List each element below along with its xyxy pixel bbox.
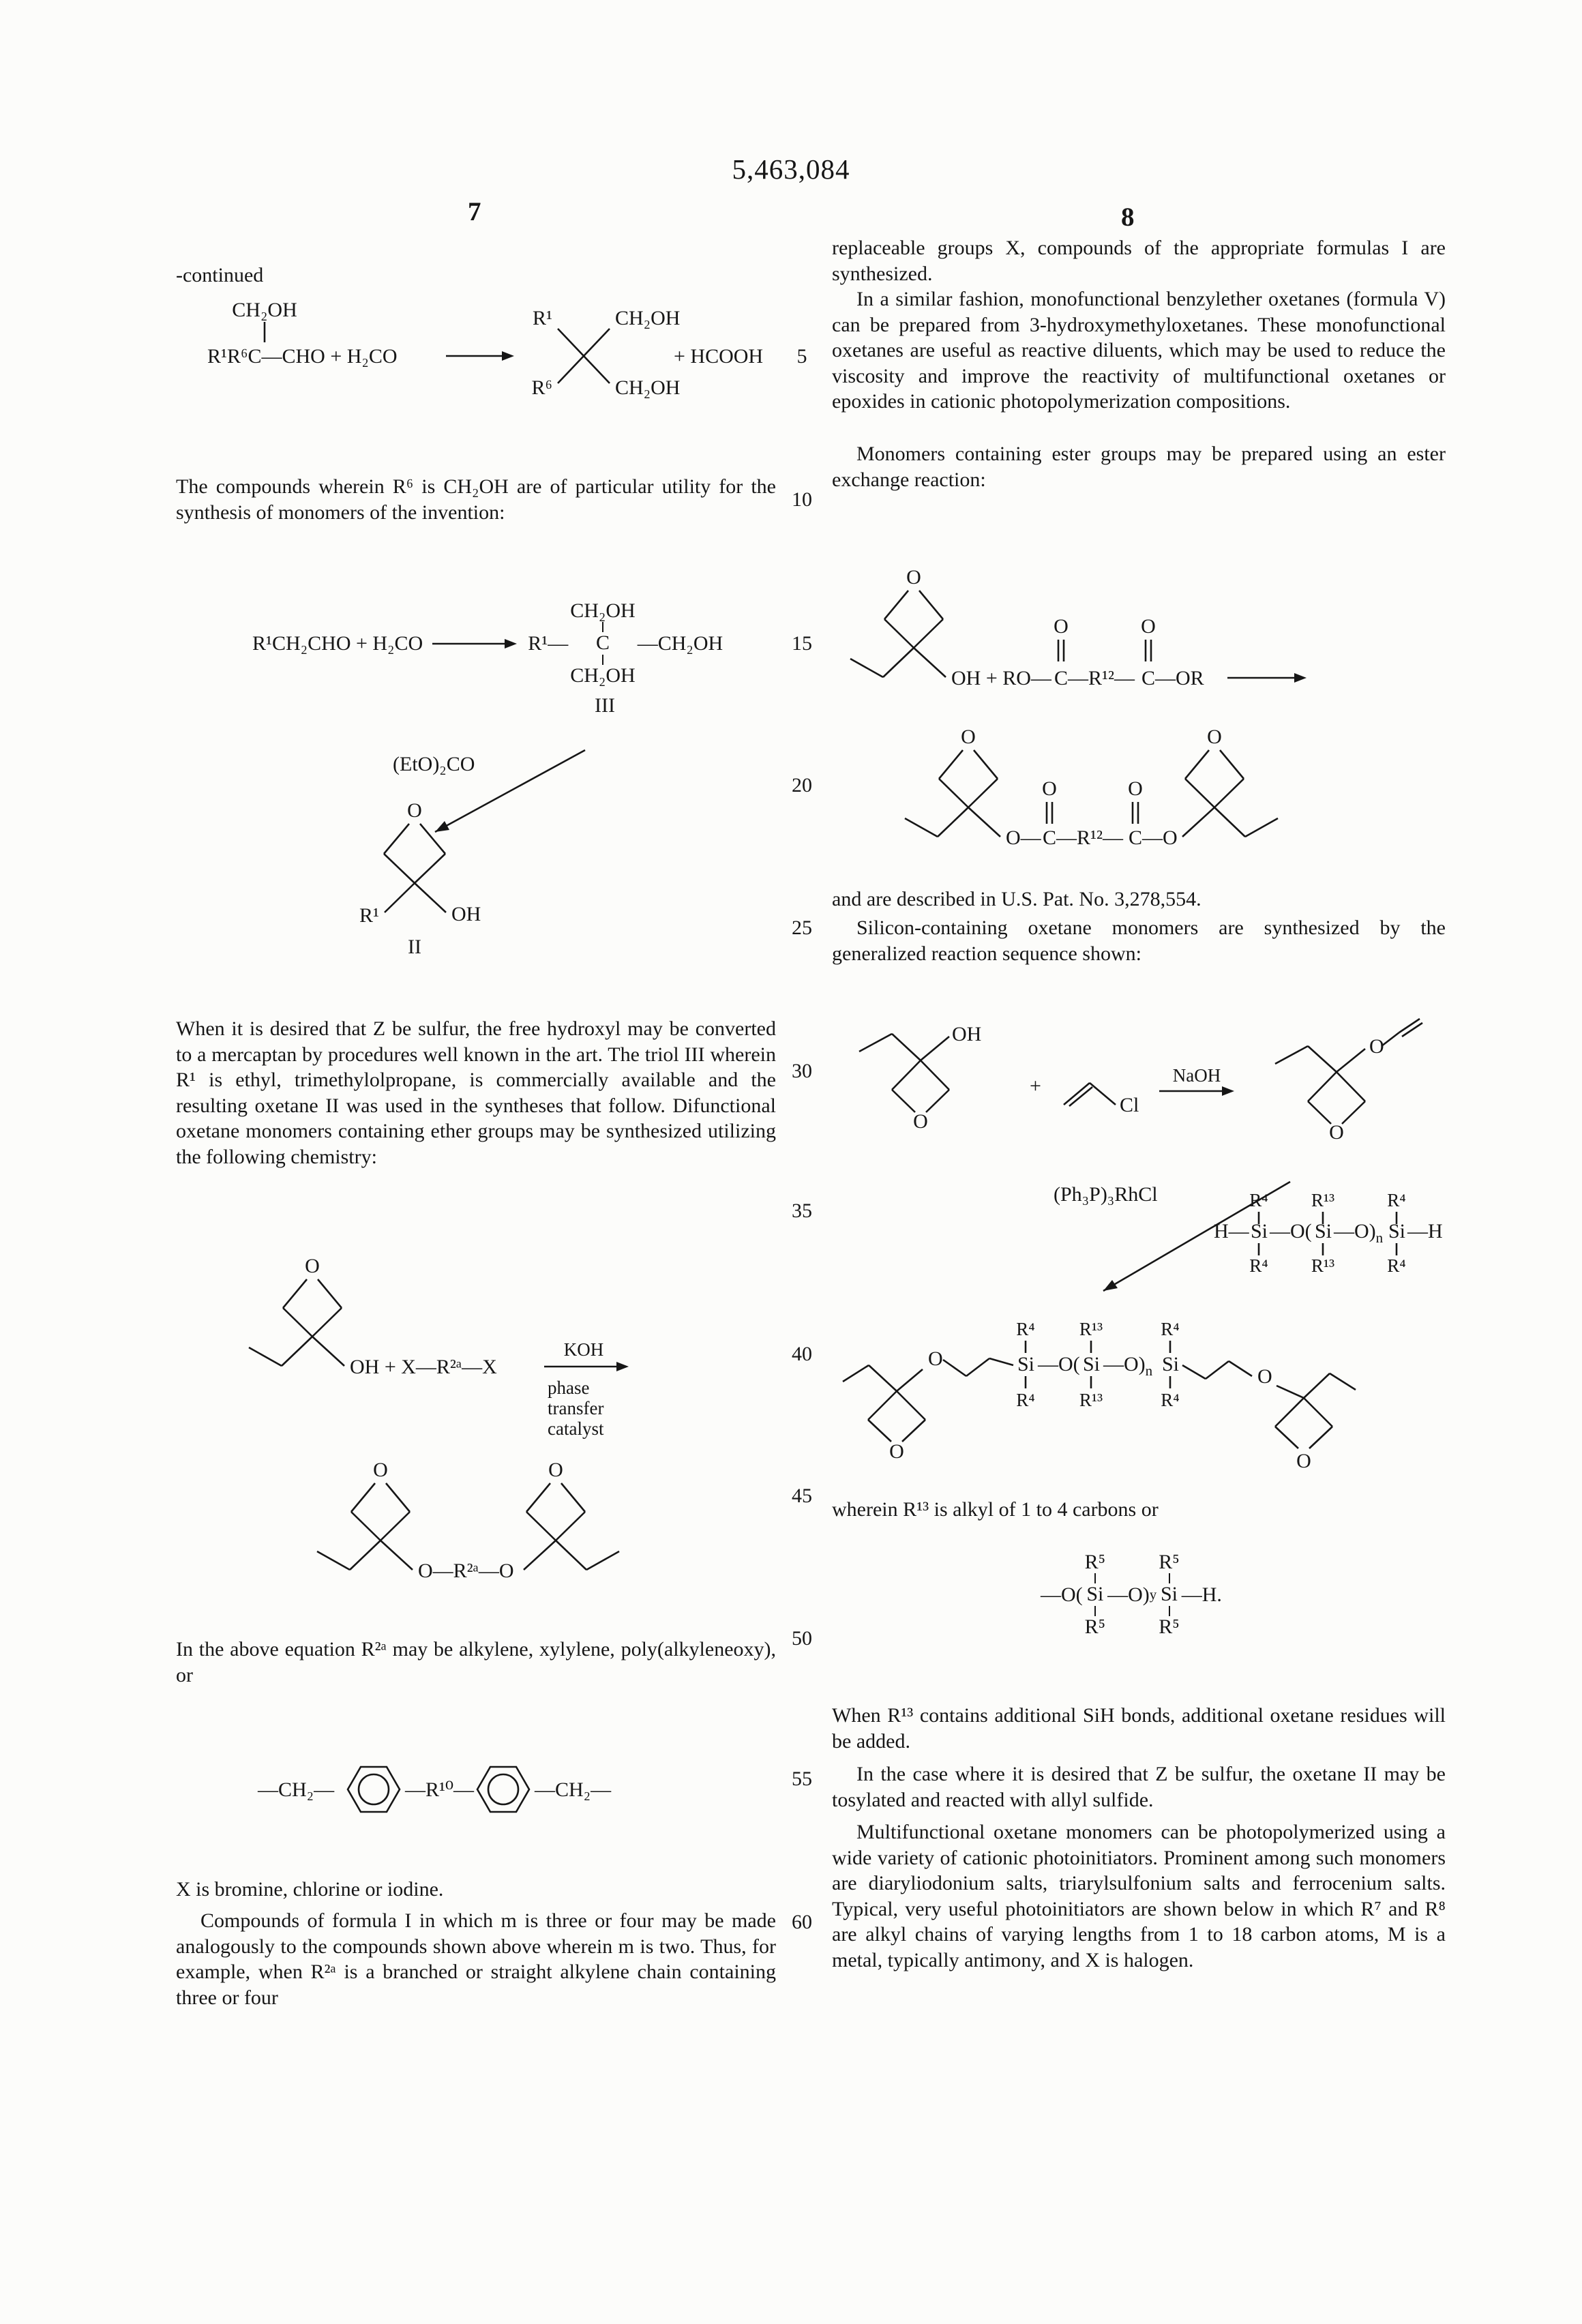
reaction-scheme-triol bbox=[176, 600, 776, 716]
structure-xylylene bbox=[258, 1732, 640, 1848]
silicon-stack bbox=[1085, 1551, 1105, 1638]
label-ch2oh-bond: —CH₂OH bbox=[637, 631, 723, 655]
line-number: 25 bbox=[792, 917, 812, 939]
line-number: 10 bbox=[792, 488, 812, 511]
label-r4: R⁴ bbox=[1249, 1255, 1268, 1276]
label-r4: R⁴ bbox=[1387, 1190, 1406, 1210]
label-ring-oxygen: O bbox=[1296, 1450, 1311, 1472]
label-segment: OH + RO— bbox=[951, 667, 1051, 689]
paragraph: replaceable groups X, compounds of the appropriate formulas I are synthesized. bbox=[832, 237, 1446, 285]
bond-bar bbox=[602, 622, 603, 632]
label-eto2co: (EtO)₂CO bbox=[393, 753, 475, 775]
label-carbonyl-carbon: C bbox=[1054, 667, 1069, 689]
bond-lines bbox=[859, 1019, 1422, 1124]
triol-formula-row bbox=[176, 600, 776, 687]
label-carbonyl-oxygen: O bbox=[1128, 777, 1143, 800]
label-ring-oxygen: O bbox=[906, 566, 921, 589]
right-column-page-number: 8 bbox=[1121, 203, 1135, 232]
label-ether-oxygen: O bbox=[1257, 1365, 1272, 1388]
bond-lines bbox=[905, 750, 1278, 837]
label-r4: R⁴ bbox=[1016, 1390, 1035, 1410]
label-segment: —O) bbox=[1107, 1583, 1150, 1606]
label-si: Si bbox=[1086, 1583, 1104, 1606]
structure-siloxane-fragment bbox=[832, 1551, 1446, 1638]
label-ch2: —CH₂— bbox=[535, 1778, 612, 1801]
bond-bar bbox=[1169, 1606, 1170, 1616]
line-number: 50 bbox=[792, 1627, 812, 1650]
paragraph: Silicon-containing oxetane monomers are synthesized by the generalized reaction sequence shown: bbox=[832, 917, 1446, 965]
bond-lines bbox=[317, 1483, 619, 1570]
label-segment: —H. bbox=[1181, 1583, 1222, 1606]
label-carbonyl-oxygen: O bbox=[1141, 615, 1156, 638]
paragraph: Compounds of formula I in which m is three or four may be made analogously to the compounds shown above wherein m is two. Thus, for example, when R²ᵃ is a branched or straight alkylene chain containing three or four bbox=[176, 1909, 776, 2009]
label-oh: OH bbox=[451, 903, 481, 925]
label-reactants: R¹R⁶C—CHO + H₂CO bbox=[207, 345, 398, 368]
paragraph: X is bromine, chlorine or iodine. bbox=[176, 1878, 444, 1901]
label-r1: R¹ bbox=[359, 904, 379, 927]
label-segment: O— bbox=[1006, 826, 1041, 849]
reaction-scheme-hydrosilylation bbox=[832, 1170, 1446, 1302]
label-ring-oxygen: O bbox=[913, 1110, 928, 1133]
structure-bis-oxetane-siloxane bbox=[832, 1289, 1446, 1483]
structure-oxetane-ii bbox=[312, 791, 558, 962]
label-r10: —R¹⁰— bbox=[405, 1778, 475, 1801]
label-ether-bridge: O—R²ᵃ—O bbox=[418, 1560, 514, 1582]
label-segment: —O( bbox=[1270, 1220, 1312, 1242]
paragraph: In the case where it is desired that Z be sulfur, the oxetane II may be tosylated and reacted with allyl sulfide. bbox=[832, 1763, 1446, 1811]
label-reactants: R¹CH₂CHO + H₂CO bbox=[252, 631, 423, 655]
paragraph: When it is desired that Z be sulfur, the free hydroxyl may be converted to a mercaptan by procedures well known in the art. The triol III wherein R¹ is ethyl, trimethylolpropane, is commercially available and the resulting oxetane II was used in the syntheses that follow. Difunctional oxetane monomers containing ether groups may be synthesized utilizing the following chemistry: bbox=[176, 1017, 776, 1168]
label-r4: R⁴ bbox=[1161, 1319, 1180, 1339]
label-condition: transfer bbox=[548, 1398, 604, 1418]
line-number: 55 bbox=[792, 1768, 812, 1790]
label-si: Si bbox=[1083, 1353, 1101, 1375]
patent-number: 5,463,084 bbox=[732, 153, 850, 185]
reaction-scheme-allylation bbox=[832, 1009, 1446, 1166]
label-ring-oxygen: O bbox=[1207, 726, 1222, 748]
label-koh: KOH bbox=[563, 1339, 604, 1360]
label-ring-oxygen: O bbox=[548, 1459, 563, 1481]
line-number: 40 bbox=[792, 1343, 812, 1365]
label-reactants: OH + X—R²ᵃ—X bbox=[350, 1356, 497, 1378]
paragraph: When R¹³ contains additional SiH bonds, additional oxetane residues will be added. bbox=[832, 1704, 1446, 1753]
label-segment: $—O)_n$ bbox=[1334, 1220, 1384, 1246]
structure-bis-oxetane-diester bbox=[866, 709, 1316, 887]
structure-label-iii: III bbox=[595, 694, 615, 717]
label-segment: —OR bbox=[1155, 667, 1204, 689]
right-arrow-icon bbox=[431, 636, 520, 651]
label-ether-oxygen: O bbox=[928, 1347, 943, 1370]
reaction-scheme-etherification bbox=[176, 1241, 776, 1446]
bond-bar bbox=[1094, 1573, 1096, 1583]
left-column-page-number: 7 bbox=[468, 197, 481, 226]
label-segment: —R¹²— bbox=[1068, 667, 1135, 689]
label-segment: —O( bbox=[1038, 1353, 1080, 1375]
label-r5: R⁵ bbox=[1159, 1615, 1180, 1638]
label-r5: R⁵ bbox=[1084, 1551, 1106, 1573]
label-r1-bond: R¹— bbox=[528, 631, 569, 655]
label-naoh: NaOH bbox=[1172, 1065, 1221, 1086]
label-carbonyl-oxygen: O bbox=[1054, 615, 1069, 638]
label-r13: R¹³ bbox=[1079, 1390, 1103, 1410]
label-carbon: C bbox=[595, 631, 610, 655]
line-number: 20 bbox=[792, 774, 812, 796]
label-r13: R¹³ bbox=[1079, 1319, 1103, 1339]
line-number: 5 bbox=[796, 345, 807, 368]
paragraph: The compounds wherein R⁶ is CH₂OH are of particular utility for the synthesis of monomers of the invention: bbox=[176, 475, 776, 524]
structure-bis-oxetane-ether bbox=[176, 1449, 776, 1613]
label-si: Si bbox=[1017, 1353, 1035, 1375]
label-segment: —O( bbox=[1041, 1583, 1083, 1606]
label-r13: R¹³ bbox=[1311, 1255, 1335, 1276]
bond-bar bbox=[602, 655, 603, 665]
label-si: Si bbox=[1161, 1583, 1178, 1606]
label-r5: R⁵ bbox=[1084, 1615, 1106, 1638]
subscript-y: y bbox=[1149, 1586, 1157, 1603]
line-number: 35 bbox=[792, 1200, 812, 1222]
label-carbonyl-carbon: C bbox=[1141, 667, 1156, 689]
label-ring-oxygen: O bbox=[373, 1459, 388, 1481]
label-rh-catalyst: (Ph₃P)₃RhCl bbox=[1054, 1183, 1158, 1206]
bond-bar bbox=[1169, 1573, 1170, 1583]
label-ch2oh: CH₂OH bbox=[570, 664, 636, 687]
label-si: Si bbox=[1251, 1220, 1268, 1242]
label-byproduct: + HCOOH bbox=[674, 345, 764, 368]
label-carbonyl-carbon: C bbox=[1129, 826, 1143, 849]
label-segment: H— bbox=[1214, 1220, 1249, 1242]
label-ring-oxygen: O bbox=[1329, 1121, 1344, 1144]
left-column bbox=[176, 0, 776, 2009]
label-plus: + bbox=[1030, 1075, 1041, 1097]
label-segment: —R¹²— bbox=[1056, 826, 1123, 849]
label-r4: R⁴ bbox=[1016, 1319, 1035, 1339]
label-ether-oxygen: O bbox=[1369, 1035, 1384, 1058]
label-si: Si bbox=[1388, 1220, 1406, 1242]
paragraph: In the above equation R²ᵃ may be alkylene, xylylene, poly(alkyleneoxy), or bbox=[176, 1638, 776, 1686]
continued-label: -continued bbox=[176, 264, 264, 286]
silicon-stack bbox=[1159, 1551, 1179, 1638]
label-ring-oxygen: O bbox=[961, 726, 976, 748]
label-ch2oh: CH₂OH bbox=[232, 299, 297, 321]
paragraph: In a similar fashion, monofunctional benzylether oxetanes (formula V) can be prepared from 3-hydroxymethyloxetanes. These monofunctional oxetanes are useful as reactive diluents, which may be used to reduce the viscosity and improve the reactivity of multifunctional oxetanes or epoxides in cationic photopolymerization compositions. bbox=[832, 288, 1446, 413]
label-carbonyl-carbon: C bbox=[1043, 826, 1057, 849]
label-segment: $—O)_n$ bbox=[1103, 1353, 1153, 1379]
bond-lines bbox=[384, 824, 446, 912]
paragraph: Monomers containing ester groups may be prepared using an ester exchange reaction: bbox=[832, 443, 1446, 491]
label-condition: catalyst bbox=[548, 1418, 604, 1439]
structure-label-ii: II bbox=[408, 936, 421, 958]
label-r13: R¹³ bbox=[1311, 1190, 1335, 1210]
label-oh: OH bbox=[952, 1023, 982, 1045]
line-number: 30 bbox=[792, 1060, 812, 1082]
label-cl: Cl bbox=[1120, 1094, 1139, 1116]
paragraph: and are described in U.S. Pat. No. 3,278,554. bbox=[832, 888, 1202, 910]
label-ring-oxygen: O bbox=[407, 799, 422, 822]
paragraph: Multifunctional oxetane monomers can be photopolymerized using a wide variety of cationic photoinitiators. Prominent among such monomers are diaryliodonium salts, triarylsulfonium salts and ferrocenium salts. Typical, very useful photoinitiators are shown below in which R⁷ and R⁸ are alkyl chains of varying lengths from 1 to 18 carbon atoms, M is a metal, typically antimony, and X is halogen. bbox=[832, 1821, 1446, 1971]
label-ch2oh: CH₂OH bbox=[570, 599, 636, 622]
label-ch2oh: CH₂OH bbox=[615, 376, 681, 399]
line-number: 45 bbox=[792, 1485, 812, 1507]
reaction-scheme-formaldehyde-condensation bbox=[196, 293, 776, 409]
label-ch2: —CH₂— bbox=[258, 1778, 335, 1801]
label-si: Si bbox=[1162, 1353, 1180, 1375]
label-ring-oxygen: O bbox=[889, 1440, 904, 1463]
label-r4: R⁴ bbox=[1249, 1190, 1268, 1210]
line-number: 15 bbox=[792, 632, 812, 655]
label-si: Si bbox=[1315, 1220, 1332, 1242]
label-ch2oh: CH₂OH bbox=[615, 307, 681, 329]
label-segment: —O bbox=[1142, 826, 1178, 849]
label-ring-oxygen: O bbox=[305, 1255, 320, 1277]
label-r6: R⁶ bbox=[531, 376, 552, 399]
label-r4: R⁴ bbox=[1387, 1255, 1406, 1276]
label-condition: phase bbox=[548, 1377, 590, 1398]
paragraph: wherein R¹³ is alkyl of 1 to 4 carbons or bbox=[832, 1498, 1159, 1521]
label-r1: R¹ bbox=[532, 307, 552, 329]
label-r4: R⁴ bbox=[1161, 1390, 1180, 1410]
label-carbonyl-oxygen: O bbox=[1042, 777, 1057, 800]
bond-bar bbox=[1094, 1606, 1096, 1616]
label-r5: R⁵ bbox=[1159, 1551, 1180, 1573]
line-number: 60 bbox=[792, 1911, 812, 1933]
carbon-stack bbox=[570, 600, 635, 687]
label-segment: —H bbox=[1407, 1220, 1443, 1242]
reaction-scheme-ester-exchange-reactants bbox=[832, 552, 1446, 716]
